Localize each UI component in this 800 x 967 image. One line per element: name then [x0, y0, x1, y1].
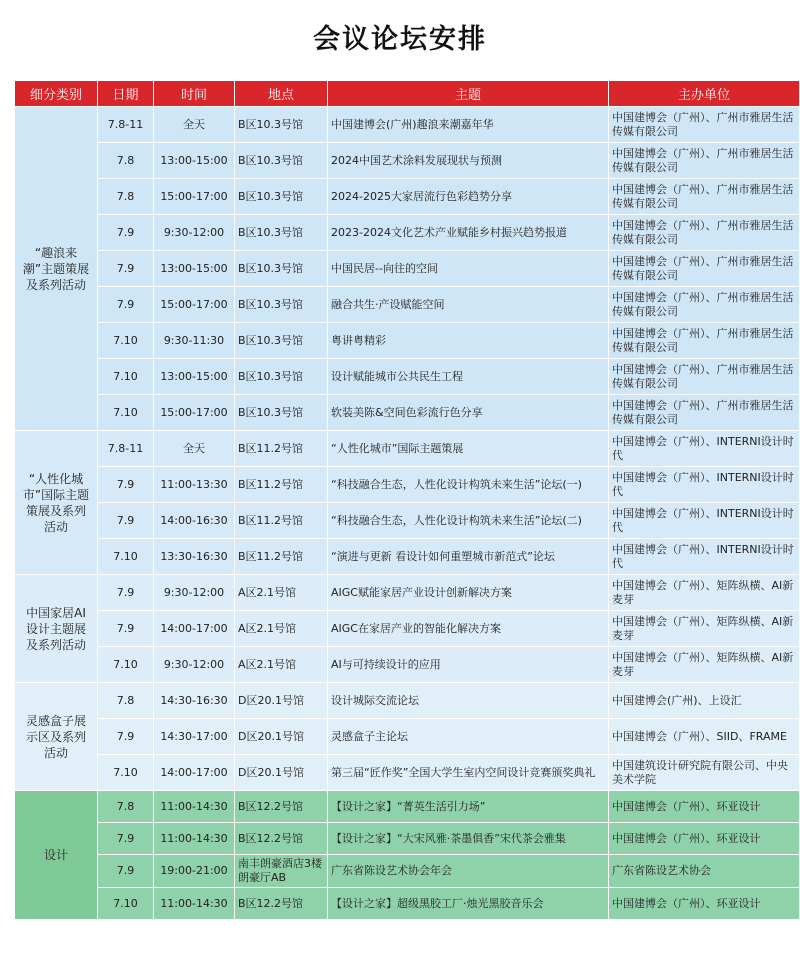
- row-theme: 粤讲粤精彩: [328, 323, 609, 359]
- row-date: 7.10: [98, 539, 154, 575]
- row-location: B区11.2号馆: [235, 503, 328, 539]
- header-organizer: 主办单位: [609, 81, 800, 107]
- row-date: 7.9: [98, 823, 154, 855]
- row-time: 全天: [154, 107, 235, 143]
- row-organizer: 中国建博会（广州）、环亚设计: [609, 823, 800, 855]
- row-theme: “演进与更新 看设计如何重塑城市新范式”论坛: [328, 539, 609, 575]
- row-theme: 第三届“匠作奖”全国大学生室内空间设计竞赛颁奖典礼: [328, 755, 609, 791]
- row-time: 13:00-15:00: [154, 143, 235, 179]
- table-row: [15, 503, 800, 539]
- row-time: 13:00-15:00: [154, 251, 235, 287]
- row-time: 13:00-15:00: [154, 359, 235, 395]
- table-row: [15, 431, 800, 467]
- row-time: 13:30-16:30: [154, 539, 235, 575]
- row-time: 11:00-14:30: [154, 823, 235, 855]
- table-row: [15, 683, 800, 719]
- row-time: 14:00-16:30: [154, 503, 235, 539]
- table-body: [15, 107, 800, 920]
- category-cell: “趣浪来潮”主题策展及系列活动: [15, 107, 98, 431]
- row-theme: 2024-2025大家居流行色彩趋势分享: [328, 179, 609, 215]
- row-organizer: 中国建博会（广州）、矩阵纵横、AI新麦芽: [609, 647, 800, 683]
- row-date: 7.9: [98, 215, 154, 251]
- row-time: 9:30-12:00: [154, 575, 235, 611]
- table-row: [15, 215, 800, 251]
- row-organizer: 中国建博会（广州）、INTERNI设计时代: [609, 431, 800, 467]
- row-date: 7.8: [98, 179, 154, 215]
- row-date: 7.9: [98, 467, 154, 503]
- row-time: 11:00-13:30: [154, 467, 235, 503]
- table-row: [15, 251, 800, 287]
- row-organizer: 中国建博会（广州）、广州市雅居生活传媒有限公司: [609, 179, 800, 215]
- row-date: 7.9: [98, 251, 154, 287]
- row-organizer: 中国建博会（广州）、矩阵纵横、AI新麦芽: [609, 611, 800, 647]
- row-location: A区2.1号馆: [235, 647, 328, 683]
- row-date: 7.9: [98, 719, 154, 755]
- row-time: 14:00-17:00: [154, 611, 235, 647]
- row-theme: “人性化城市”国际主题策展: [328, 431, 609, 467]
- table-row: [15, 323, 800, 359]
- table-row: [15, 107, 800, 143]
- row-location: B区10.3号馆: [235, 143, 328, 179]
- row-organizer: 中国建博会（广州）、广州市雅居生活传媒有限公司: [609, 395, 800, 431]
- row-organizer: 中国建博会（广州）、矩阵纵横、AI新麦芽: [609, 575, 800, 611]
- row-date: 7.10: [98, 359, 154, 395]
- row-theme: “科技融合生态，人性化设计构筑未来生活”论坛(一): [328, 467, 609, 503]
- row-theme: 灵感盒子主论坛: [328, 719, 609, 755]
- row-location: D区20.1号馆: [235, 719, 328, 755]
- table-row: [15, 287, 800, 323]
- category-cell: “人性化城市”国际主题策展及系列活动: [15, 431, 98, 575]
- row-date: 7.10: [98, 888, 154, 920]
- row-location: B区12.2号馆: [235, 888, 328, 920]
- row-date: 7.9: [98, 575, 154, 611]
- row-location: B区10.3号馆: [235, 359, 328, 395]
- row-time: 14:30-17:00: [154, 719, 235, 755]
- row-location: B区10.3号馆: [235, 215, 328, 251]
- row-time: 9:30-12:00: [154, 215, 235, 251]
- row-organizer: 中国建博会（广州）、INTERNI设计时代: [609, 467, 800, 503]
- row-date: 7.8: [98, 791, 154, 823]
- table-row: [15, 143, 800, 179]
- row-date: 7.10: [98, 755, 154, 791]
- row-organizer: 中国建博会（广州）、广州市雅居生活传媒有限公司: [609, 287, 800, 323]
- row-date: 7.8: [98, 143, 154, 179]
- row-location: B区10.3号馆: [235, 323, 328, 359]
- row-theme: 【设计之家】超级黑胶工厂·烛光黑胶音乐会: [328, 888, 609, 920]
- row-theme: “科技融合生态，人性化设计构筑未来生活”论坛(二): [328, 503, 609, 539]
- category-cell: 灵感盒子展示区及系列活动: [15, 683, 98, 791]
- row-time: 11:00-14:30: [154, 888, 235, 920]
- row-theme: AI与可持续设计的应用: [328, 647, 609, 683]
- header-date: 日期: [98, 81, 154, 107]
- row-time: 9:30-11:30: [154, 323, 235, 359]
- row-organizer: 中国建博会（广州）、环亚设计: [609, 888, 800, 920]
- row-theme: AIGC在家居产业的智能化解决方案: [328, 611, 609, 647]
- row-location: B区10.3号馆: [235, 179, 328, 215]
- row-organizer: 中国建博会（广州）、广州市雅居生活传媒有限公司: [609, 251, 800, 287]
- row-location: D区20.1号馆: [235, 683, 328, 719]
- category-cell: 设计: [15, 791, 98, 920]
- table-row: [15, 359, 800, 395]
- table-row: [15, 179, 800, 215]
- row-organizer: 中国建博会（广州）、INTERNI设计时代: [609, 503, 800, 539]
- table-row: [15, 755, 800, 791]
- row-theme: 软装美陈&空间色彩流行色分享: [328, 395, 609, 431]
- row-organizer: 中国建筑设计研究院有限公司、中央美术学院: [609, 755, 800, 791]
- row-organizer: 中国建博会（广州）、广州市雅居生活传媒有限公司: [609, 359, 800, 395]
- row-theme: 2023-2024文化艺术产业赋能乡村振兴趋势报道: [328, 215, 609, 251]
- table-row: [15, 855, 800, 888]
- header-location: 地点: [235, 81, 328, 107]
- row-time: 14:30-16:30: [154, 683, 235, 719]
- row-date: 7.9: [98, 611, 154, 647]
- row-time: 15:00-17:00: [154, 395, 235, 431]
- row-theme: 2024中国艺术涂料发展现状与预测: [328, 143, 609, 179]
- row-date: 7.10: [98, 395, 154, 431]
- row-time: 11:00-14:30: [154, 791, 235, 823]
- row-time: 15:00-17:00: [154, 287, 235, 323]
- table-row: [15, 575, 800, 611]
- table-header-row: [15, 81, 800, 107]
- row-theme: 设计城际交流论坛: [328, 683, 609, 719]
- row-organizer: 中国建博会（广州）、广州市雅居生活传媒有限公司: [609, 143, 800, 179]
- table-row: [15, 539, 800, 575]
- row-theme: 【设计之家】“大宋风雅·茶墨俱香”宋代茶会雅集: [328, 823, 609, 855]
- row-organizer: 中国建博会（广州）、广州市雅居生活传媒有限公司: [609, 215, 800, 251]
- row-location: A区2.1号馆: [235, 611, 328, 647]
- row-theme: 融合共生·产设赋能空间: [328, 287, 609, 323]
- row-time: 全天: [154, 431, 235, 467]
- row-theme: 广东省陈设艺术协会年会: [328, 855, 609, 888]
- row-location: B区11.2号馆: [235, 539, 328, 575]
- row-organizer: 中国建博会（广州）、广州市雅居生活传媒有限公司: [609, 107, 800, 143]
- row-location: B区11.2号馆: [235, 431, 328, 467]
- row-date: 7.9: [98, 503, 154, 539]
- table-row: [15, 719, 800, 755]
- row-time: 19:00-21:00: [154, 855, 235, 888]
- row-location: D区20.1号馆: [235, 755, 328, 791]
- page-title: 会议论坛安排: [313, 24, 487, 55]
- row-location: B区10.3号馆: [235, 251, 328, 287]
- row-location: B区10.3号馆: [235, 287, 328, 323]
- row-date: 7.8: [98, 683, 154, 719]
- row-theme: 【设计之家】“菁英生活引力场”: [328, 791, 609, 823]
- table-row: [15, 823, 800, 855]
- row-time: 14:00-17:00: [154, 755, 235, 791]
- header-time: 时间: [154, 81, 235, 107]
- row-date: 7.10: [98, 647, 154, 683]
- category-cell: 中国家居AI设计主题展及系列活动: [15, 575, 98, 683]
- schedule-table: [14, 80, 800, 920]
- row-date: 7.9: [98, 855, 154, 888]
- row-location: B区10.3号馆: [235, 107, 328, 143]
- row-organizer: 广东省陈设艺术协会: [609, 855, 800, 888]
- table-row: [15, 888, 800, 920]
- row-organizer: 中国建博会（广州）、广州市雅居生活传媒有限公司: [609, 323, 800, 359]
- row-organizer: 中国建博会（广州）、SIID、FRAME: [609, 719, 800, 755]
- row-organizer: 中国建博会（广州）、INTERNI设计时代: [609, 539, 800, 575]
- header-theme: 主题: [328, 81, 609, 107]
- table-row: [15, 647, 800, 683]
- row-location: B区12.2号馆: [235, 823, 328, 855]
- row-date: 7.8-11: [98, 431, 154, 467]
- table-row: [15, 395, 800, 431]
- row-theme: 中国民居--向往的空间: [328, 251, 609, 287]
- row-date: 7.9: [98, 287, 154, 323]
- row-theme: 设计赋能城市公共民生工程: [328, 359, 609, 395]
- row-theme: 中国建博会(广州)趣浪来潮嘉年华: [328, 107, 609, 143]
- row-time: 15:00-17:00: [154, 179, 235, 215]
- row-location: B区11.2号馆: [235, 467, 328, 503]
- row-organizer: 中国建博会（广州）、环亚设计: [609, 791, 800, 823]
- row-location: 南丰朗豪酒店3楼朗豪厅AB: [235, 855, 328, 888]
- row-date: 7.10: [98, 323, 154, 359]
- table-row: [15, 467, 800, 503]
- row-time: 9:30-12:00: [154, 647, 235, 683]
- header-category: 细分类别: [15, 81, 98, 107]
- table-row: [15, 611, 800, 647]
- row-theme: AIGC赋能家居产业设计创新解决方案: [328, 575, 609, 611]
- row-date: 7.8-11: [98, 107, 154, 143]
- row-location: A区2.1号馆: [235, 575, 328, 611]
- row-location: B区12.2号馆: [235, 791, 328, 823]
- table-row: [15, 791, 800, 823]
- row-organizer: 中国建博会(广州)、上设汇: [609, 683, 800, 719]
- row-location: B区10.3号馆: [235, 395, 328, 431]
